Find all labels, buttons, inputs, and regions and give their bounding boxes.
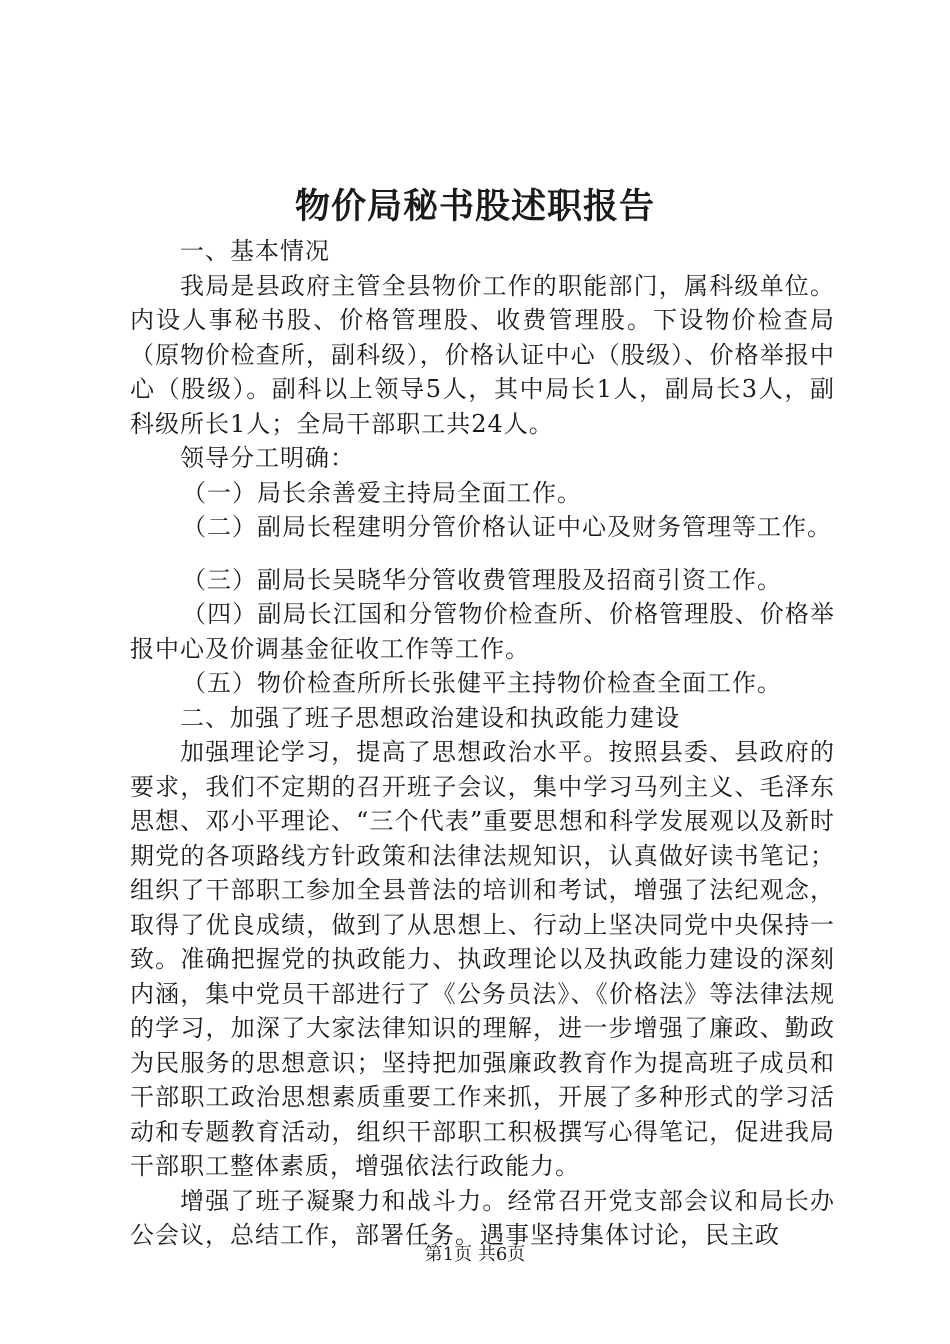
paragraph-team-cohesion: 增强了班子凝聚力和战斗力。经常召开党支部会议和局长办公会议，总结工作，部署任务。遇事坚持集体讨论，民主政 — [130, 1186, 835, 1249]
document-title: 物价局秘书股述职报告 — [294, 186, 655, 227]
paragraph-division-intro: 领导分工明确： — [180, 444, 355, 472]
section-heading-basic-info: 一、基本情况 — [180, 237, 330, 265]
paragraph-division-1: （一）局长余善爱主持局全面工作。 — [182, 478, 582, 507]
page-footer: 第1页 共6页 — [424, 1244, 526, 1265]
paragraph-division-4: （四）副局长江国和分管物价检查所、价格管理股、价格举报中心及价调基金征收工作等工作。 — [130, 600, 835, 663]
paragraph-theory-study: 加强理论学习，提高了思想政治水平。按照县委、县政府的要求，我们不定期的召开班子会议，集中学习马列主义、毛泽东思想、邓小平理论、“三个代表”重要思想和科学发展观以及新时期党的各项路线方针政策和法律法规知识，认真做好读书笔记；组织了干部职工参加全县普法的培训和考试，增强了法纪观念，取得了优良成绩，做到了从思想上、行动上坚决同党中央保持一致。准确把握党的执政能力、执政理论以及执政能力建设的深刻内涵，集中党员干部进行了《公务员法》、《价格法》等法律法规的学习，加深了大家法律知识的理解，进一步增强了廉政、勤政为民服务的思想意识；坚持把加强廉政教育作为提高班子成员和干部职工政治思想素质重要工作来抓，开展了多种形式的学习活动和专题教育活动，组织干部职工积极撰写心得笔记，促进我局干部职工整体素质，增强依法行政能力。 — [130, 738, 835, 1180]
paragraph-overview: 我局是县政府主管全县物价工作的职能部门，属科级单位。内设人事秘书股、价格管理股、收费管理股。下设物价检查局（原物价检查所，副科级），价格认证中心（股级）、价格举报中心（股级）。副科以上领导5人，其中局长1人，副局长3人，副科级所长1人；全局干部职工共24人。 — [130, 271, 835, 438]
section-heading-team-building: 二、加强了班子思想政治建设和执政能力建设 — [180, 703, 680, 732]
document-body — [130, 234, 835, 1253]
paragraph-division-5: （五）物价检查所所长张健平主持物价检查全面工作。 — [182, 669, 782, 697]
paragraph-division-3: （三）副局长吴晓华分管收费管理股及招商引资工作。 — [182, 565, 782, 594]
paragraph-division-2: （二）副局长程建明分管价格认证中心及财务管理等工作。 — [182, 513, 832, 541]
